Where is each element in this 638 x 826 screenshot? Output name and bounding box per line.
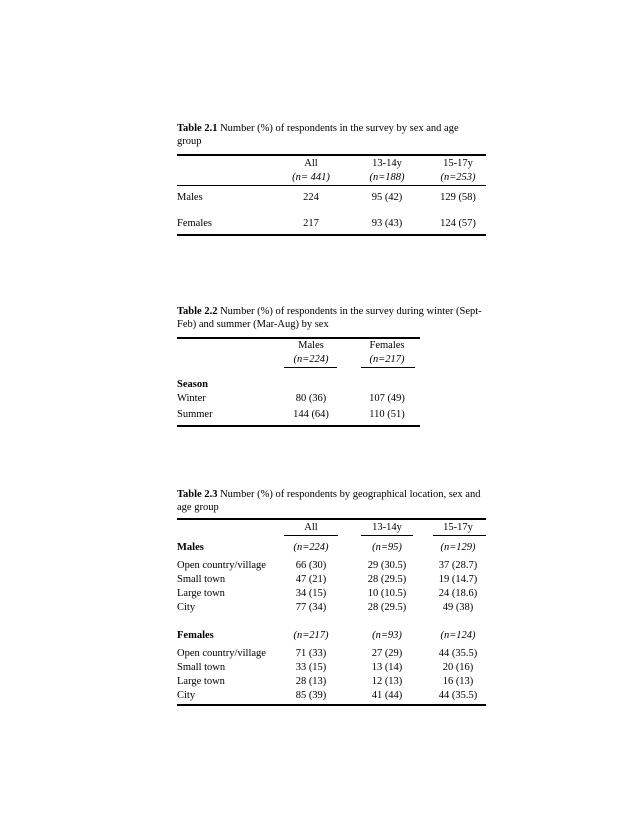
table-cell: 13 (14) (371, 662, 403, 673)
row-label-winter: Winter (177, 393, 206, 404)
table-2-1 (177, 122, 486, 238)
table-cell: 41 (44) (371, 690, 403, 701)
table-cell: 85 (39) (295, 690, 327, 701)
table-cell: 44 (35.5) (438, 648, 478, 659)
row-label: Large town (177, 588, 225, 599)
table-cell: 44 (35.5) (438, 690, 478, 701)
header-rule (177, 185, 486, 186)
column-n-13-14: (n=188) (369, 172, 405, 183)
cell-winter-males: 80 (36) (295, 393, 327, 404)
row-label-males: Males (177, 192, 203, 203)
top-rule (177, 518, 486, 520)
table-cell: 20 (16) (442, 662, 474, 673)
table-cell: 47 (21) (295, 574, 327, 585)
column-header-13-14: 13-14y (372, 158, 402, 169)
table-cell: 28 (29.5) (367, 602, 407, 613)
table-cell: 24 (18.6) (438, 588, 478, 599)
row-label-females: Females (177, 218, 212, 229)
table-cell: 77 (34) (295, 602, 327, 613)
table-cell: 29 (30.5) (367, 560, 407, 571)
table-2-2 (177, 305, 486, 429)
header-rule-all (284, 535, 338, 536)
table-cell: 66 (30) (295, 560, 327, 571)
group-n-males-13-14: (n=95) (372, 542, 402, 553)
group-n-males-15-17: (n=129) (440, 542, 476, 553)
column-header-all: All (304, 522, 318, 533)
table-cell: 71 (33) (295, 648, 327, 659)
cell-males-all: 224 (303, 192, 319, 203)
group-label-males: Males (177, 542, 204, 553)
column-header-males: Males (298, 340, 324, 351)
table-cell: 28 (13) (295, 676, 327, 687)
header-rule-females (361, 367, 415, 368)
table-cell: 12 (13) (371, 676, 403, 687)
column-header-15-17: 15-17y (443, 158, 473, 169)
column-n-all: (n= 441) (292, 172, 330, 183)
caption-label: Table 2.1 (177, 123, 218, 134)
column-n-males: (n=224) (293, 354, 329, 365)
table-caption (177, 305, 483, 331)
header-rule-15-17 (433, 535, 486, 536)
cell-males-15-17: 129 (58) (440, 192, 476, 203)
table-cell: 37 (28.7) (438, 560, 478, 571)
bottom-rule (177, 425, 420, 427)
cell-winter-females: 107 (49) (369, 393, 405, 404)
column-header-all: All (304, 158, 318, 169)
table-cell: 49 (38) (442, 602, 474, 613)
group-n-females-13-14: (n=93) (372, 630, 402, 641)
row-label: Small town (177, 662, 226, 673)
bottom-rule (177, 704, 486, 706)
table-cell: 19 (14.7) (438, 574, 478, 585)
caption-text: Number (%) of respondents by geographical location, sex and age group (177, 489, 481, 513)
cell-females-15-17: 124 (57) (440, 218, 476, 229)
cell-summer-females: 110 (51) (369, 409, 405, 420)
table-cell: 27 (29) (371, 648, 403, 659)
table-cell: 34 (15) (295, 588, 327, 599)
bottom-rule (177, 234, 486, 236)
column-header-15-17: 15-17y (443, 522, 473, 533)
top-rule (177, 154, 486, 156)
table-caption (177, 122, 483, 148)
caption-label: Table 2.2 (177, 306, 218, 317)
row-label: Large town (177, 676, 225, 687)
caption-text: Number (%) of respondents in the survey during winter (Sept-Feb) and summer (Mar-Aug) by sex (177, 306, 482, 330)
table-2-3 (177, 488, 486, 706)
cell-summer-males: 144 (64) (293, 409, 329, 420)
section-label-season: Season (177, 379, 208, 390)
table-cell: 16 (13) (442, 676, 474, 687)
column-n-females: (n=217) (369, 354, 405, 365)
column-n-15-17: (n=253) (440, 172, 476, 183)
header-rule-13-14 (361, 535, 413, 536)
row-label: Small town (177, 574, 226, 585)
row-label: City (177, 690, 196, 701)
group-n-females-all: (n=217) (293, 630, 329, 641)
row-label: Open country/village (177, 648, 266, 659)
table-cell: 33 (15) (295, 662, 327, 673)
header-rule-males (284, 367, 337, 368)
group-label-females: Females (177, 630, 214, 641)
cell-females-all: 217 (303, 218, 319, 229)
group-n-females-15-17: (n=124) (440, 630, 476, 641)
cell-males-13-14: 95 (42) (371, 192, 403, 203)
column-header-females: Females (369, 340, 405, 351)
group-n-males-all: (n=224) (293, 542, 329, 553)
cell-females-13-14: 93 (43) (371, 218, 403, 229)
table-caption (177, 488, 483, 514)
caption-text: Number (%) of respondents in the survey by sex and age group (177, 123, 459, 147)
table-cell: 10 (10.5) (367, 588, 407, 599)
row-label: Open country/village (177, 560, 266, 571)
column-header-13-14: 13-14y (372, 522, 402, 533)
row-label-summer: Summer (177, 409, 213, 420)
table-cell: 28 (29.5) (367, 574, 407, 585)
row-label: City (177, 602, 196, 613)
caption-label: Table 2.3 (177, 489, 218, 500)
